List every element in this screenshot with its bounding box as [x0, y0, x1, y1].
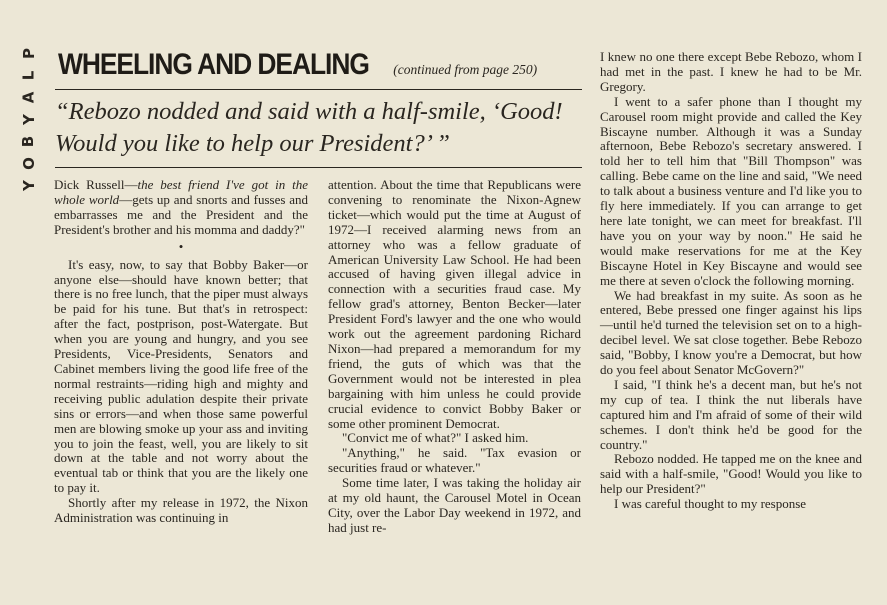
- paragraph: We had breakfast in my suite. As soon as he entered, Bebe pressed one finger against his lips—until he'd turned the television set on to a high-decibel level. We sat close together. Bebe Rebozo said, "Bobby, I know you're a Democrat, but how do you feel about Senator McGovern?": [600, 287, 862, 378]
- pull-quote-top-rule: [55, 89, 582, 90]
- paragraph: [54, 178, 308, 238]
- pull-quote-bottom-rule: [55, 167, 582, 168]
- pull-quote: “Rebozo nodded and said with a half-smile, ‘Good! Would you like to help our President?’ ”: [55, 98, 563, 157]
- side-letter: Y: [19, 114, 38, 125]
- paragraph: Shortly after my release in 1972, the Nixon Administration was continuing in: [54, 495, 308, 526]
- paragraph: "Anything," he said. "Tax evasion or securities fraud or whatever.": [328, 445, 581, 476]
- paragraph-text: —gets up and snorts and fusses and embarrasses me and the President and the President's brother and his momma and daddy?": [54, 191, 308, 237]
- side-letter: A: [19, 91, 38, 104]
- magazine-side-label: [14, 46, 44, 193]
- side-letter: B: [19, 135, 38, 148]
- text-column-1: [54, 178, 308, 526]
- paragraph: It's easy, now, to say that Bobby Baker—or anyone else—should have known better; that there is no free lunch, that the piper must always be paid for his tune. But that's in retrospect: after the fact, postprison, post-Watergate. But when you are young and hungry, and you see Presidents, Vice-Presidents, Senators and Cabinet members living the good life free of the normal restraints—riding high and mighty and receiving public adulation despite their private sins or errors—and when those same powerful men are blowing smoke up your ass and inviting you to join the feast, well, you are likely to sit down at the table and not worry about the eventual tab or think that you are the likely one to pay it.: [54, 256, 308, 496]
- side-letter: L: [19, 70, 38, 81]
- paragraph-italic-text: the best friend I've got in the whole world: [54, 177, 308, 207]
- paragraph: "Convict me of what?" I asked him.: [342, 430, 529, 446]
- side-letter: Y: [19, 180, 38, 191]
- paragraph: Some time later, I was taking the holiday air at my old haunt, the Carousel Motel in Ocean City, over the Labor Day weekend in 1972, and had just re-: [328, 475, 581, 535]
- continued-note: (continued from page 250): [393, 62, 538, 77]
- side-letter: O: [19, 157, 38, 170]
- paragraph: attention. About the time that Republicans were convening to renominate the Nixon-Agnew ticket—which would put the time at August of 1972—I received alarming news from an attorney who was a fellow graduate of American University Law School. He had been accused of having given illegal advice in connection with a securities fraud case. My fellow grad's attorney, Benton Becker—later President Ford's lawyer and the one who would work out the agreement pardoning Richard Nixon—had prepared a memorandum for my friend, the guts of which was that the Government would not be interested in plea bargaining with him unless he could provide crucial evidence to convict Bobby Baker or some other prominent Democrat.: [328, 177, 581, 431]
- text-column-2: [328, 178, 581, 536]
- paragraph: I knew no one there except Bebe Rebozo, whom I had met in the past. I knew he had to be Mr. Gregory.: [600, 49, 862, 94]
- paragraph: I was careful thought to my response: [614, 496, 807, 512]
- paragraph: I said, "I think he's a decent man, but he's not my cup of tea. I think the nut liberals have captured him and I'm afraid of some of their wild schemes. I don't think he'd be good for the country.": [600, 376, 862, 452]
- text-column-3: [600, 50, 862, 512]
- article-heading: [58, 48, 588, 82]
- side-letter: P: [19, 48, 38, 59]
- paragraph: Rebozo nodded. He tapped me on the knee and said with a half-smile, "Good! Would you like to help our President?": [600, 451, 862, 497]
- paragraph-text: Dick Russell—: [54, 177, 138, 192]
- article-title: WHEELING AND DEALING: [58, 48, 369, 81]
- section-break-bullet: •: [178, 238, 184, 254]
- paragraph: I went to a safer phone than I thought my Carousel room might provide and called the Key Biscayne number. Although it was a Sunday afternoon, Bebe Rebozo's secretary answered. I told her to tell him that "Bill Thompson" was calling. Bebe came on the line and said, "We need to talk about a business venture and I'd like you to fly here immediately. If you can arrange to get here late tonight, we can meet for breakfast. I'll have you on your way by noon." He said he would make reservations for me at the Key Biscayne Hotel in Key Biscayne and would see me there at seven o'clock the following morning.: [600, 93, 862, 288]
